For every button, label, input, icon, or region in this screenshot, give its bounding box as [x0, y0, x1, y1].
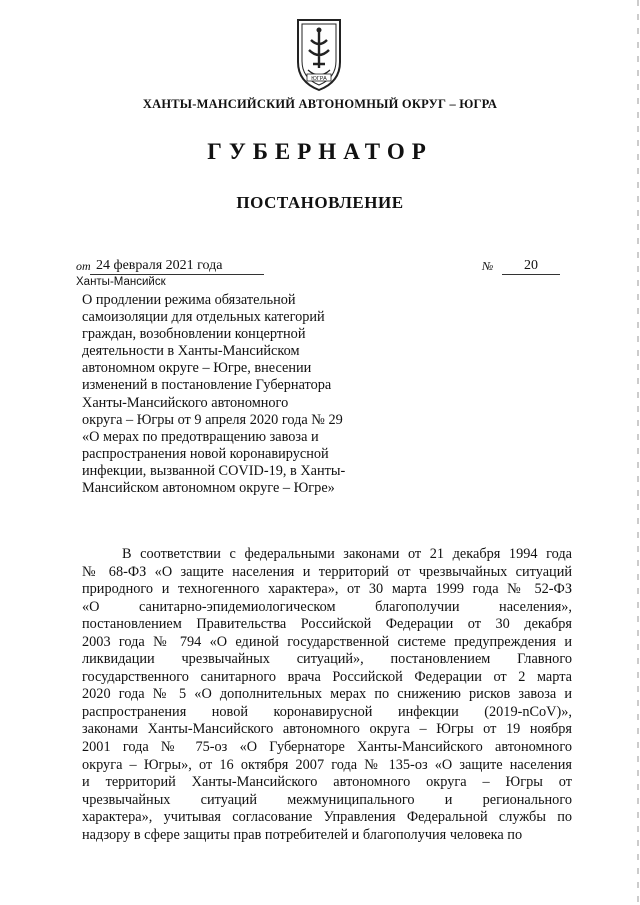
body-line: законами Ханты-Мансийского автономного округа – Югры от 19 ноября	[82, 721, 572, 738]
title-line: автономном округе – Югре, внесении	[82, 360, 312, 377]
issuer-heading: ГУБЕРНАТОР	[207, 139, 433, 164]
title-line: инфекции, вызванной COVID-19, в Ханты-	[82, 462, 346, 479]
date-number-row	[76, 258, 576, 276]
body-line: 2020 года № 5 «О дополнительных мерах по снижению рисков завоза и	[82, 686, 572, 703]
body-line: и территорий Ханты-Мансийского автономного округа – Югры от	[82, 774, 572, 791]
issue-city: Ханты-Мансийск	[76, 276, 166, 288]
title-line: изменений в постановление Губернатора	[82, 377, 332, 394]
date-prefix: от	[76, 259, 91, 273]
body-line: характера», учитывая согласование Управления Федеральной службы по	[82, 809, 572, 826]
document-title	[82, 292, 382, 497]
body-line: 2001 года № 75-оз «О Губернаторе Ханты-Мансийского автономного	[82, 739, 572, 756]
title-line: «О мерах по предотвращению завоза и	[82, 428, 319, 445]
body-line: природного и техногенного характера», от 30 марта 1999 года № 52-ФЗ	[82, 581, 572, 598]
title-line: самоизоляции для отдельных категорий	[82, 309, 325, 326]
document-type-heading: ПОСТАНОВЛЕНИЕ	[236, 193, 404, 212]
preamble-text	[82, 546, 572, 844]
emblem-ribbon-label: ЮГРА	[311, 76, 327, 82]
document-number: 20	[502, 258, 560, 275]
body-line: чрезвычайных ситуаций межмуниципального и регионального	[82, 791, 572, 808]
body-line: В соответствии с федеральными законами от 21 декабря 1994 года	[122, 546, 572, 562]
title-line: О продлении режима обязательной	[82, 292, 296, 308]
title-line: Мансийском автономном округе – Югре»	[82, 480, 335, 497]
title-line: деятельности в Ханты-Мансийском	[82, 343, 300, 360]
title-line: распространения новой коронавирусной	[82, 445, 329, 462]
body-line: ликвидации чрезвычайных ситуаций», постановлением Главного	[82, 651, 572, 668]
body-line: «О санитарно-эпидемиологическом благополучии населения»,	[82, 598, 572, 615]
body-line: государственного санитарного врача Российской Федерации от 2 марта	[82, 668, 572, 685]
body-line: распространения новой коронавирусной инфекции (2019-nCoV)»,	[82, 703, 572, 720]
body-line: постановлением Правительства Российской Федерации от 30 декабря	[82, 616, 572, 633]
document-date: 24 февраля 2021 года	[90, 258, 264, 275]
scan-edge	[637, 0, 639, 905]
coat-of-arms-icon	[294, 18, 344, 92]
body-line: надзору в сфере защиты прав потребителей и благополучия человека по	[82, 826, 523, 843]
region-name: ХАНТЫ-МАНСИЙСКИЙ АВТОНОМНЫЙ ОКРУГ – ЮГРА	[142, 97, 498, 111]
title-line: граждан, возобновлении концертной	[82, 326, 306, 343]
number-prefix: №	[482, 259, 494, 273]
body-line: 2003 года № 794 «О единой государственной системе предупреждения и	[82, 633, 572, 650]
body-line: округа – Югры», от 16 октября 2007 года № 135-оз «О защите населения	[82, 756, 572, 773]
title-line: Ханты-Мансийского автономного	[82, 394, 289, 411]
title-line: округа – Югры от 9 апреля 2020 года № 29	[82, 411, 343, 428]
body-line: № 68-ФЗ «О защите населения и территорий от чрезвычайных ситуаций	[82, 563, 572, 580]
